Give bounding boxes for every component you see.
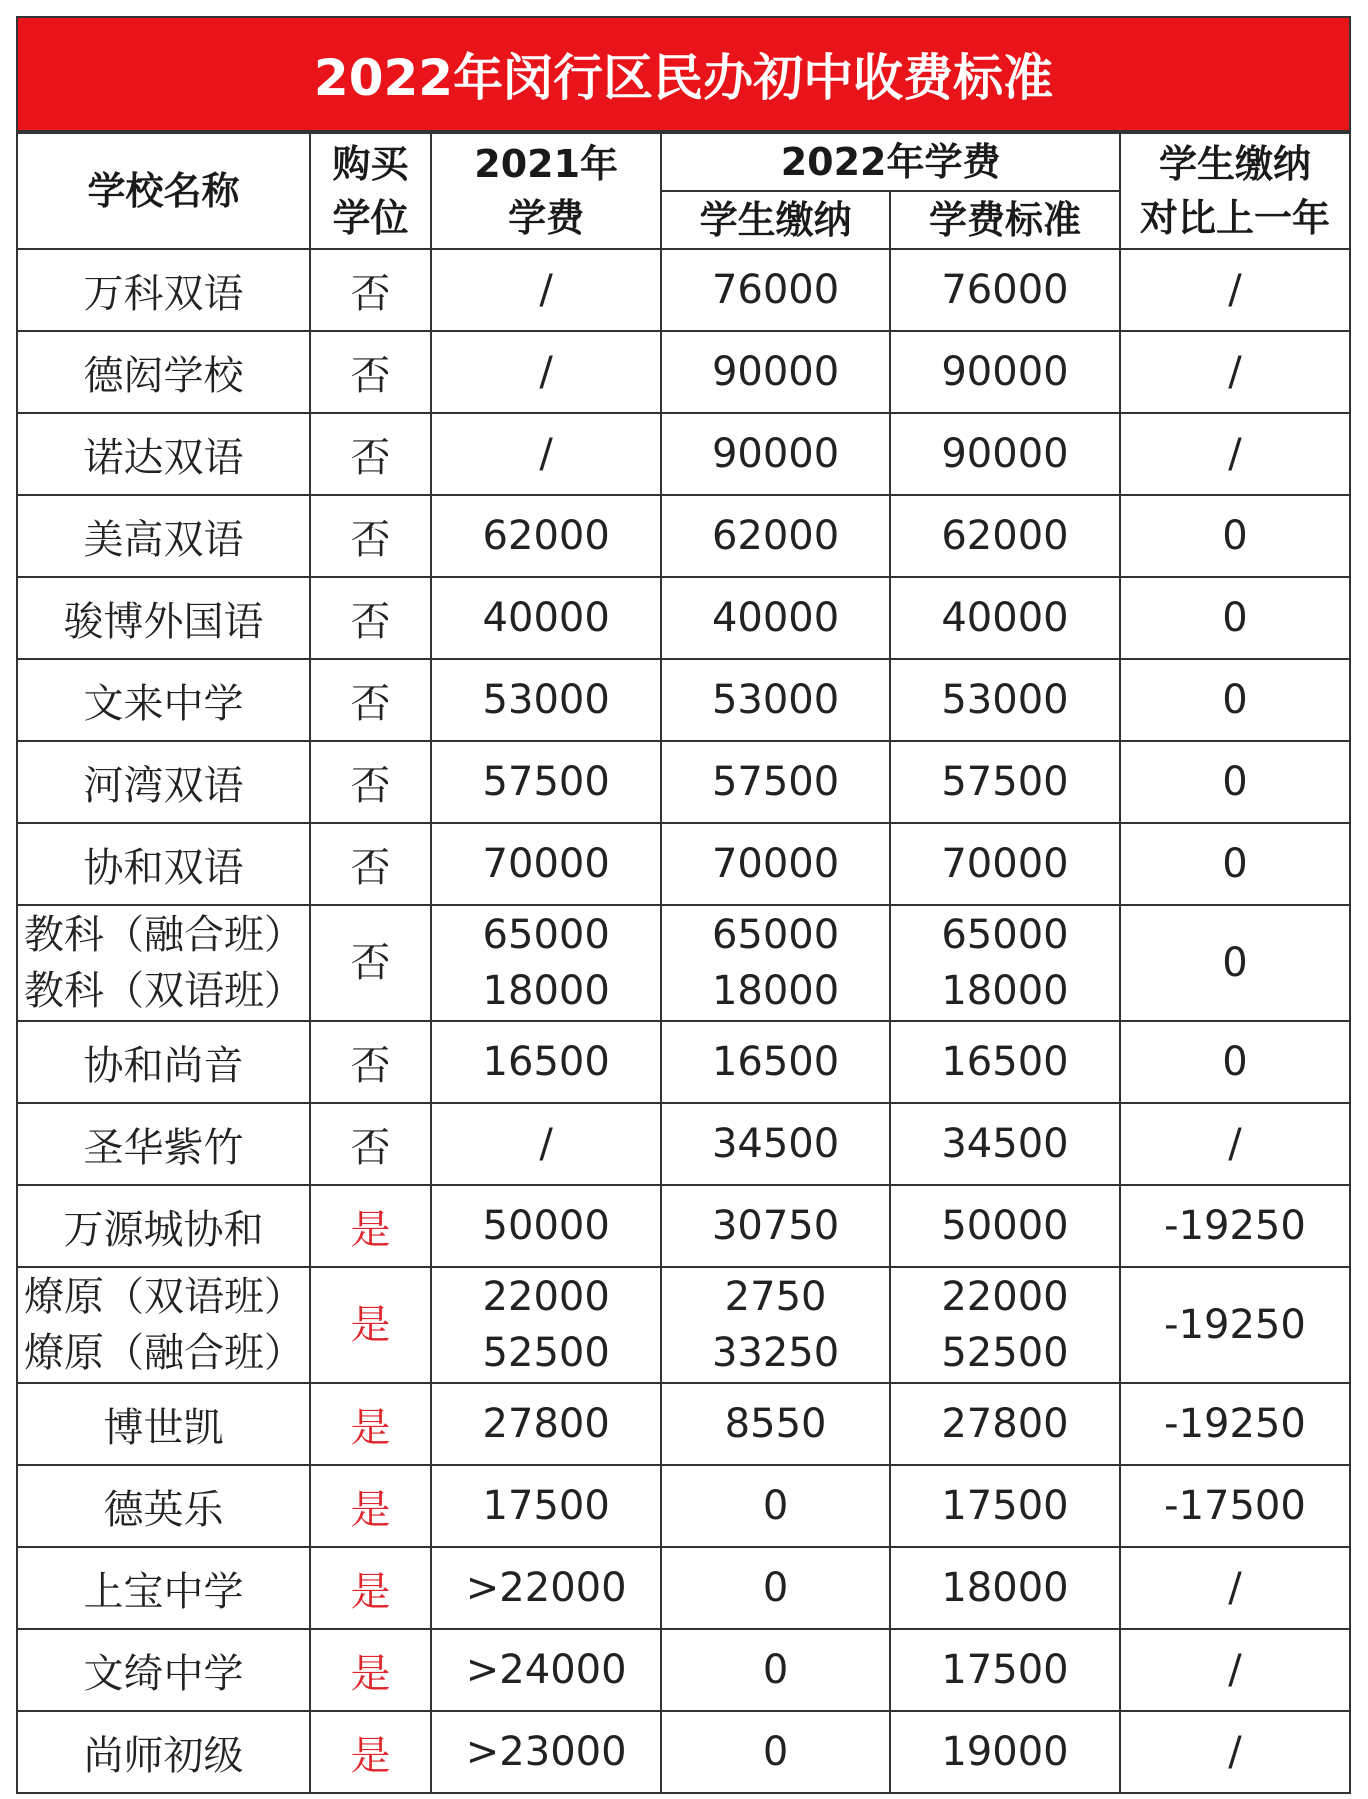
fee-2021: 65000 18000 (431, 905, 661, 1021)
buy-seat: 是 (310, 1547, 431, 1629)
header-fee-2021: 2021年 学费 (431, 133, 661, 249)
school-name: 文绮中学 (17, 1629, 310, 1711)
compare: / (1120, 1547, 1350, 1629)
student-pay: 76000 (661, 249, 890, 331)
fee-2021: / (431, 1103, 661, 1185)
fee-standard: 70000 (890, 823, 1120, 905)
table-row (17, 331, 1350, 413)
school-name: 德英乐 (17, 1465, 310, 1547)
student-pay: 16500 (661, 1021, 890, 1103)
compare: -19250 (1120, 1267, 1350, 1383)
student-pay: 8550 (661, 1383, 890, 1465)
fee-2021: 27800 (431, 1383, 661, 1465)
buy-seat: 否 (310, 905, 431, 1021)
table-row (17, 905, 1350, 1021)
table-row (17, 741, 1350, 823)
buy-seat: 是 (310, 1711, 431, 1793)
header-student-pay: 学生缴纳 (661, 191, 890, 249)
compare: / (1120, 1103, 1350, 1185)
compare: 0 (1120, 577, 1350, 659)
school-name: 圣华紫竹 (17, 1103, 310, 1185)
fee-2021: >24000 (431, 1629, 661, 1711)
fee-2021: >22000 (431, 1547, 661, 1629)
table-row (17, 495, 1350, 577)
school-name: 协和尚音 (17, 1021, 310, 1103)
header-fee-standard: 学费标准 (890, 191, 1120, 249)
fee-standard: 17500 (890, 1629, 1120, 1711)
buy-seat: 否 (310, 741, 431, 823)
fee-2021: 62000 (431, 495, 661, 577)
header-school-name: 学校名称 (17, 133, 310, 249)
table-row (17, 1629, 1350, 1711)
fee-standard: 22000 52500 (890, 1267, 1120, 1383)
compare: 0 (1120, 741, 1350, 823)
table-row (17, 1547, 1350, 1629)
student-pay: 90000 (661, 331, 890, 413)
fee-2021: / (431, 331, 661, 413)
buy-seat: 是 (310, 1629, 431, 1711)
table-row (17, 1103, 1350, 1185)
fee-standard: 62000 (890, 495, 1120, 577)
school-name: 文来中学 (17, 659, 310, 741)
fee-2021: >23000 (431, 1711, 661, 1793)
table-row (17, 577, 1350, 659)
school-name: 教科（融合班） 教科（双语班） (17, 905, 310, 1021)
buy-seat: 否 (310, 1103, 431, 1185)
compare: / (1120, 413, 1350, 495)
student-pay: 2750 33250 (661, 1267, 890, 1383)
fee-standard: 19000 (890, 1711, 1120, 1793)
buy-seat: 否 (310, 249, 431, 331)
buy-seat: 是 (310, 1383, 431, 1465)
student-pay: 0 (661, 1711, 890, 1793)
compare: / (1120, 249, 1350, 331)
buy-seat: 否 (310, 823, 431, 905)
school-name: 河湾双语 (17, 741, 310, 823)
table-row (17, 659, 1350, 741)
school-name: 协和双语 (17, 823, 310, 905)
fee-2021: 70000 (431, 823, 661, 905)
fee-standard: 76000 (890, 249, 1120, 331)
school-name: 骏博外国语 (17, 577, 310, 659)
table-row (17, 1267, 1350, 1383)
table-row (17, 823, 1350, 905)
table-row (17, 1465, 1350, 1547)
student-pay: 65000 18000 (661, 905, 890, 1021)
student-pay: 62000 (661, 495, 890, 577)
compare: 0 (1120, 659, 1350, 741)
compare: / (1120, 1711, 1350, 1793)
fee-2021: 53000 (431, 659, 661, 741)
fee-standard: 65000 18000 (890, 905, 1120, 1021)
fee-standard: 90000 (890, 413, 1120, 495)
compare: -19250 (1120, 1185, 1350, 1267)
student-pay: 40000 (661, 577, 890, 659)
buy-seat: 否 (310, 495, 431, 577)
fee-2021: / (431, 413, 661, 495)
school-name: 上宝中学 (17, 1547, 310, 1629)
buy-seat: 否 (310, 413, 431, 495)
compare: -19250 (1120, 1383, 1350, 1465)
fee-standard: 50000 (890, 1185, 1120, 1267)
student-pay: 57500 (661, 741, 890, 823)
buy-seat: 否 (310, 331, 431, 413)
table-row (17, 249, 1350, 331)
fee-standard: 16500 (890, 1021, 1120, 1103)
table-row (17, 413, 1350, 495)
fee-2021: 17500 (431, 1465, 661, 1547)
compare: / (1120, 331, 1350, 413)
school-name: 诺达双语 (17, 413, 310, 495)
compare: 0 (1120, 823, 1350, 905)
school-name: 博世凯 (17, 1383, 310, 1465)
school-name: 万科双语 (17, 249, 310, 331)
header-buy-seat: 购买 学位 (310, 133, 431, 249)
buy-seat: 否 (310, 577, 431, 659)
table-title: 2022年闵行区民办初中收费标准 (16, 16, 1351, 132)
header-fee-2022: 2022年学费 (661, 133, 1120, 191)
school-name: 万源城协和 (17, 1185, 310, 1267)
student-pay: 0 (661, 1547, 890, 1629)
fee-2021: 16500 (431, 1021, 661, 1103)
table-row (17, 1021, 1350, 1103)
fee-standard: 27800 (890, 1383, 1120, 1465)
compare: -17500 (1120, 1465, 1350, 1547)
compare: 0 (1120, 905, 1350, 1021)
student-pay: 90000 (661, 413, 890, 495)
school-name: 燎原（双语班） 燎原（融合班） (17, 1267, 310, 1383)
fee-standard: 17500 (890, 1465, 1120, 1547)
fee-2021: / (431, 249, 661, 331)
compare: / (1120, 1629, 1350, 1711)
school-name: 尚师初级 (17, 1711, 310, 1793)
table-row (17, 1185, 1350, 1267)
student-pay: 0 (661, 1629, 890, 1711)
buy-seat: 否 (310, 1021, 431, 1103)
buy-seat: 是 (310, 1465, 431, 1547)
student-pay: 34500 (661, 1103, 890, 1185)
buy-seat: 是 (310, 1185, 431, 1267)
student-pay: 30750 (661, 1185, 890, 1267)
fee-standard: 90000 (890, 331, 1120, 413)
school-name: 德闳学校 (17, 331, 310, 413)
fee-2021: 22000 52500 (431, 1267, 661, 1383)
buy-seat: 否 (310, 659, 431, 741)
fee-standard: 34500 (890, 1103, 1120, 1185)
table-row (17, 1383, 1350, 1465)
fee-standard: 40000 (890, 577, 1120, 659)
student-pay: 70000 (661, 823, 890, 905)
student-pay: 0 (661, 1465, 890, 1547)
compare: 0 (1120, 1021, 1350, 1103)
fee-standard: 53000 (890, 659, 1120, 741)
table-row (17, 1711, 1350, 1793)
fee-2021: 50000 (431, 1185, 661, 1267)
school-name: 美高双语 (17, 495, 310, 577)
compare: 0 (1120, 495, 1350, 577)
fee-standard: 57500 (890, 741, 1120, 823)
fee-table-frame (16, 16, 1351, 1796)
buy-seat: 是 (310, 1267, 431, 1383)
fee-2021: 57500 (431, 741, 661, 823)
student-pay: 53000 (661, 659, 890, 741)
fee-table (16, 132, 1351, 1794)
header-compare: 学生缴纳 对比上一年 (1120, 133, 1350, 249)
fee-2021: 40000 (431, 577, 661, 659)
fee-standard: 18000 (890, 1547, 1120, 1629)
